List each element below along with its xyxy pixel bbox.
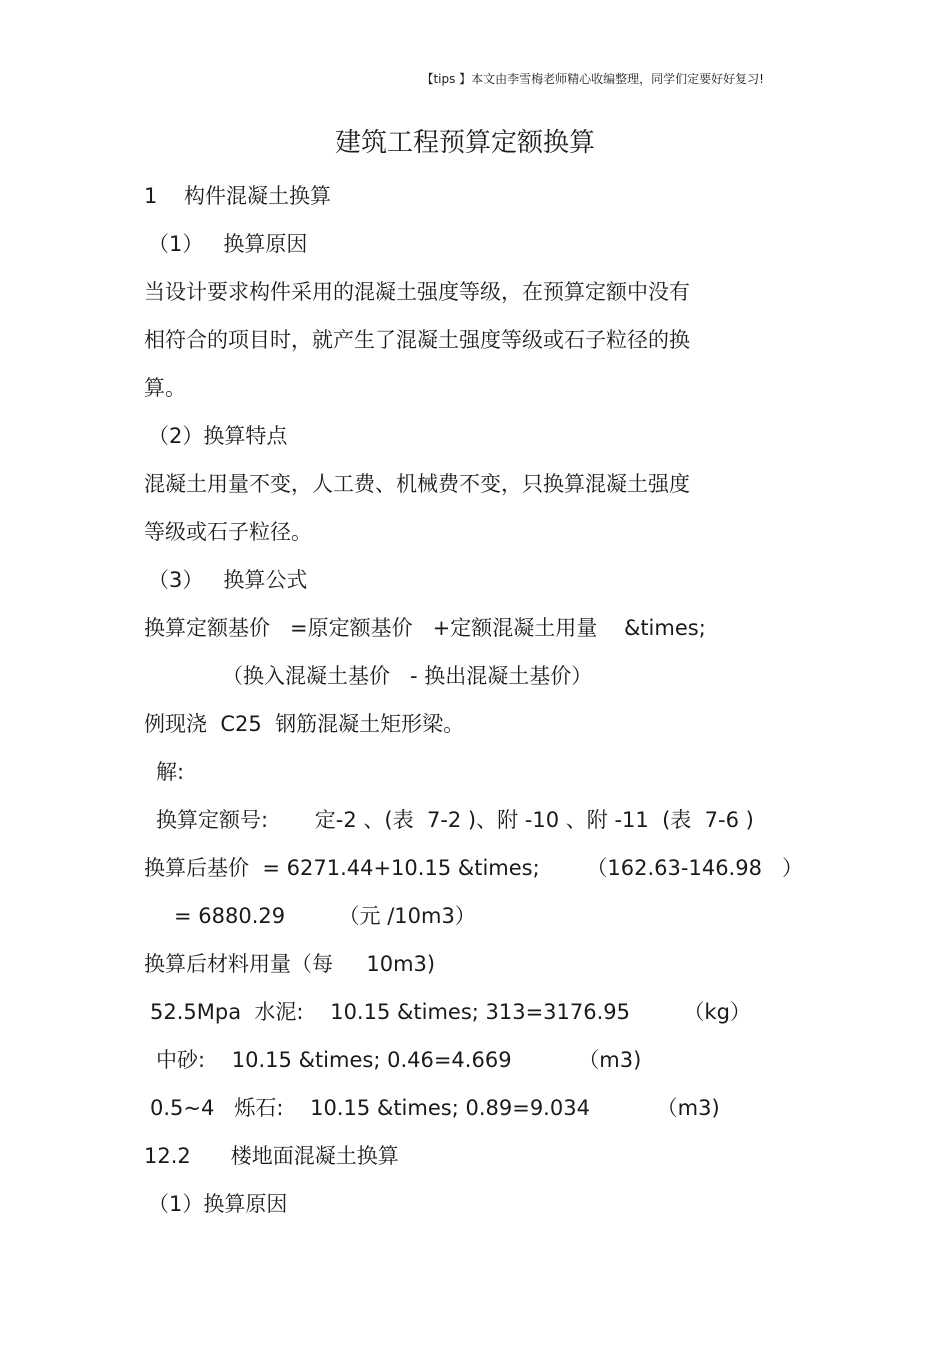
paragraph-line: 混凝土用量不变，人工费、机械费不变，只换算混凝土强度 bbox=[144, 472, 690, 496]
material-line: 中砂: 10.15 &times; 0.46=4.669 （m3) bbox=[156, 1048, 642, 1072]
calculation-line: 换算后基价 = 6271.44+10.15 &times; （162.63-146.98 ） bbox=[144, 856, 803, 880]
material-line: 52.5Mpa 水泥: 10.15 &times; 313=3176.95 （kg） bbox=[150, 1000, 751, 1024]
solution-label: 解: bbox=[156, 760, 185, 784]
paragraph-line: 当设计要求构件采用的混凝土强度等级，在预算定额中没有 bbox=[144, 280, 690, 304]
section-heading-concrete-conversion: 1 构件混凝土换算 bbox=[144, 184, 332, 208]
paragraph-line: 算。 bbox=[144, 376, 186, 400]
tips-header: 【tips 】本文由李雪梅老师精心收编整理，同学们定要好好复习! bbox=[421, 72, 764, 86]
calculation-line: = 6880.29 （元 /10m3） bbox=[174, 904, 476, 928]
section-heading-floor-concrete: 12.2 楼地面混凝土换算 bbox=[144, 1144, 399, 1168]
paragraph-line: 相符合的项目时，就产生了混凝土强度等级或石子粒径的换 bbox=[144, 328, 690, 352]
subheading-conversion-reason: （1）换算原因 bbox=[148, 1192, 288, 1216]
material-line: 0.5~4 烁石: 10.15 &times; 0.89=9.034 （m3) bbox=[150, 1096, 720, 1120]
formula-line: （换入混凝土基价 - 换出混凝土基价） bbox=[222, 664, 593, 688]
subheading-conversion-reason: （1） 换算原因 bbox=[148, 232, 308, 256]
formula-line: 换算定额基价 =原定额基价 +定额混凝土用量 &times; bbox=[144, 616, 706, 640]
subheading-conversion-features: （2）换算特点 bbox=[148, 424, 288, 448]
example-line: 例现浇 C25 钢筋混凝土矩形梁。 bbox=[144, 712, 465, 736]
document-title: 建筑工程预算定额换算 bbox=[334, 128, 595, 158]
calculation-line: 换算后材料用量（每 10m3) bbox=[144, 952, 436, 976]
paragraph-line: 等级或石子粒径。 bbox=[144, 520, 312, 544]
subheading-conversion-formula: （3） 换算公式 bbox=[148, 568, 308, 592]
calculation-line: 换算定额号: 定-2 、(表 7-2 )、附 -10 、附 -11 (表 7-6 ) bbox=[156, 808, 754, 832]
